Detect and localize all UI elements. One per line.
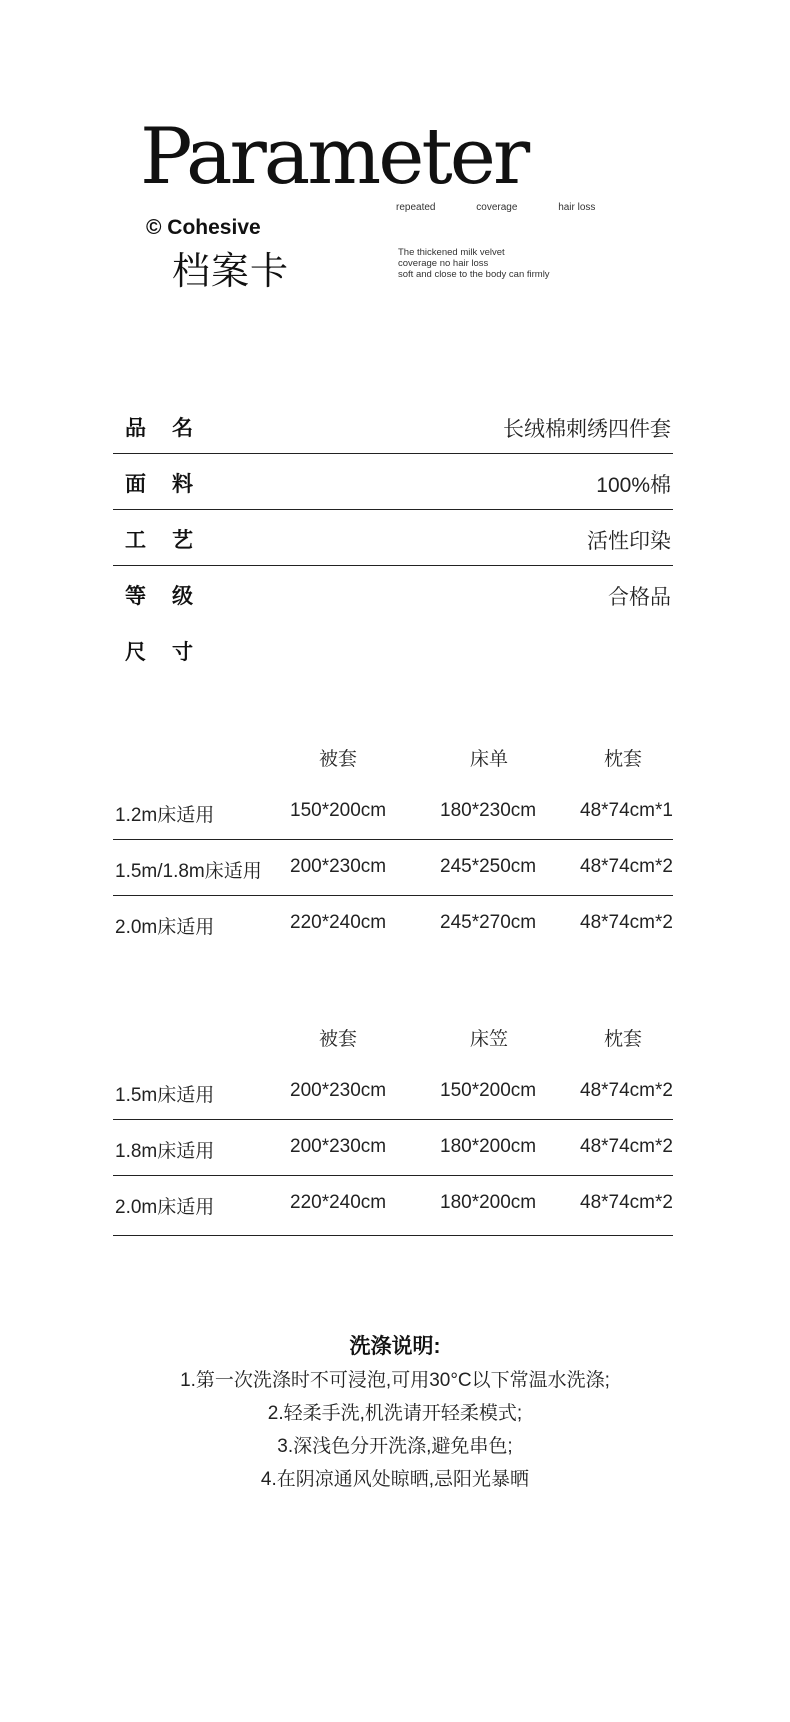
table-cell: 150*200cm	[290, 800, 387, 821]
column-header: 枕套	[604, 749, 643, 770]
spec-label: 品名	[125, 417, 219, 440]
table-cell: 1.2m床适用	[115, 805, 215, 826]
spec-label: 尺寸	[125, 641, 219, 664]
table-row	[113, 784, 673, 840]
column-header: 被套	[319, 749, 358, 770]
washing-item: 3.深浅色分开洗涤,避免串色;	[277, 1436, 513, 1457]
washing-item: 1.第一次洗涤时不可浸泡,可用30°C以下常温水洗涤;	[180, 1370, 610, 1391]
column-header: 床单	[470, 749, 509, 770]
table-cell: 1.8m床适用	[115, 1141, 215, 1162]
table-cell: 48*74cm*2	[580, 1080, 673, 1101]
table-cell: 1.5m床适用	[115, 1085, 215, 1106]
table-cell: 220*240cm	[290, 1192, 387, 1213]
table-cell: 245*250cm	[440, 856, 537, 877]
column-header: 枕套	[604, 1029, 643, 1050]
table-cell: 180*200cm	[440, 1192, 537, 1213]
column-header: 床笠	[470, 1029, 509, 1050]
size-table-1-header	[113, 744, 673, 774]
table-row	[113, 1120, 673, 1176]
spec-row-grade	[113, 566, 673, 622]
table-row	[113, 840, 673, 896]
spec-label: 面料	[125, 473, 219, 496]
washing-title: 洗涤说明:	[349, 1335, 441, 1358]
spec-value: 活性印染	[587, 530, 671, 553]
table-cell: 220*240cm	[290, 912, 387, 933]
description-line: soft and close to the body can firmly	[398, 269, 550, 280]
column-header: 被套	[319, 1029, 358, 1050]
table-cell: 48*74cm*2	[580, 1192, 673, 1213]
table-cell: 200*230cm	[290, 856, 387, 877]
product-description	[398, 247, 550, 280]
table-cell: 1.5m/1.8m床适用	[115, 861, 262, 882]
table-cell: 200*230cm	[290, 1080, 387, 1101]
table-cell: 2.0m床适用	[115, 917, 215, 938]
description-line: The thickened milk velvet	[398, 247, 505, 258]
table-cell: 48*74cm*1	[580, 800, 673, 821]
page-title: Parameter	[140, 112, 528, 202]
brand-subtitle: 档案卡	[172, 251, 290, 293]
table-cell: 150*200cm	[440, 1080, 537, 1101]
tag: coverage	[476, 202, 518, 213]
spec-value: 100%棉	[596, 474, 671, 497]
spec-value: 长绒棉刺绣四件套	[503, 418, 671, 441]
spec-row-product-name	[113, 398, 673, 454]
table-cell: 48*74cm*2	[580, 1136, 673, 1157]
table-cell: 2.0m床适用	[115, 1197, 215, 1218]
brand-name: © Cohesive	[146, 216, 261, 239]
spec-label: 工艺	[125, 529, 219, 552]
table-row	[113, 896, 673, 952]
washing-item: 4.在阴凉通风处晾晒,忌阳光暴晒	[260, 1469, 530, 1490]
spec-row-craft	[113, 510, 673, 566]
table-cell: 180*230cm	[440, 800, 537, 821]
table-row	[113, 1064, 673, 1120]
table-cell: 48*74cm*2	[580, 912, 673, 933]
tag: repeated	[396, 202, 436, 213]
washing-instructions	[0, 1364, 790, 1496]
table-row	[113, 1176, 673, 1236]
spec-row-fabric	[113, 454, 673, 510]
spec-row-size	[113, 622, 673, 678]
tag: hair loss	[558, 202, 596, 213]
table-cell: 180*200cm	[440, 1136, 537, 1157]
feature-tags	[396, 202, 633, 213]
spec-value: 合格品	[608, 586, 671, 609]
size-table-2-header	[113, 1024, 673, 1054]
spec-label: 等级	[125, 585, 219, 608]
table-cell: 200*230cm	[290, 1136, 387, 1157]
table-cell: 48*74cm*2	[580, 856, 673, 877]
washing-item: 2.轻柔手洗,机洗请开轻柔模式;	[267, 1403, 523, 1424]
description-line: coverage no hair loss	[398, 258, 489, 269]
table-cell: 245*270cm	[440, 912, 537, 933]
